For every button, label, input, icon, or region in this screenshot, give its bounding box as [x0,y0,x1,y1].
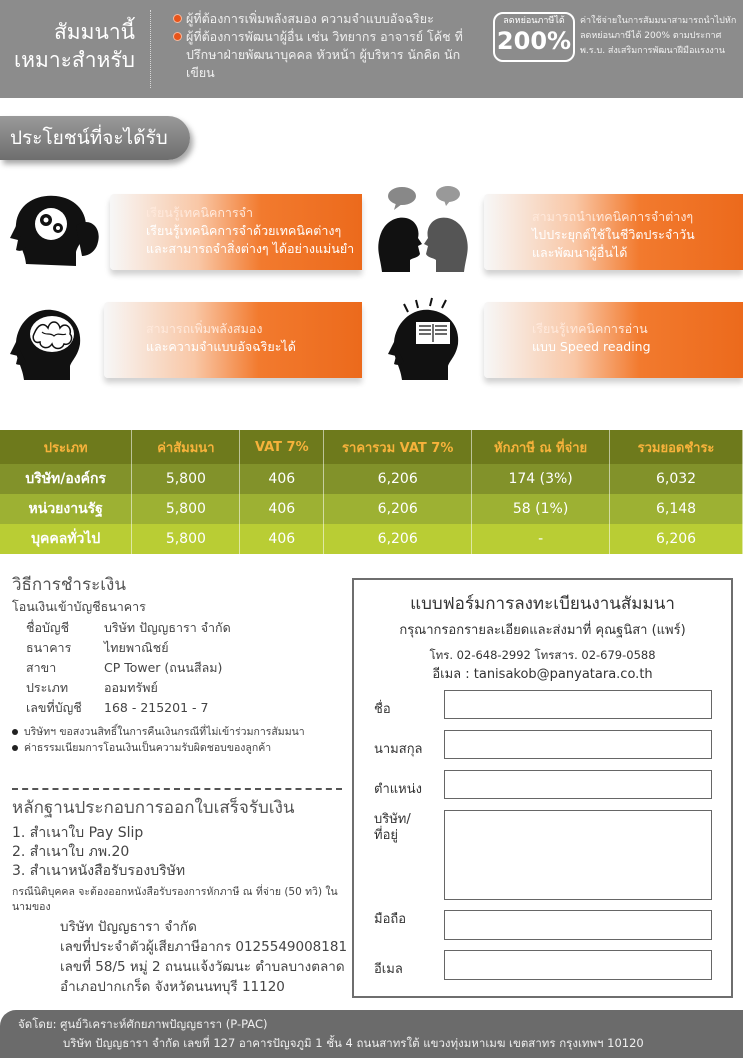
badge-percent: 200% [496,27,572,55]
list-item: 2. สำเนาใบ ภพ.20 [12,844,130,860]
mobile-label: มือถือ [374,912,407,927]
bank-detail-row [26,618,342,638]
table-cell: 406 [240,494,324,524]
card-text: และความจำแบบอัจฉริยะได้ [146,339,296,354]
talking-heads-icon [374,186,474,278]
bank-detail-row [26,678,342,698]
benefit-card [380,294,743,386]
bank-detail-value: ออมทรัพย์ [104,680,158,695]
section-divider [12,788,342,790]
audience-item: ผู้ที่ต้องการพัฒนาผู้อื่น เช่น วิทยากร อาจารย์ โค้ช ที่ปรึกษาฝ่ายพัฒนาบุคคล หัวหน้า ผู้บริหาร นักคิด นักเขียน [172,28,482,82]
bank-detail-value: 168 - 215201 - 7 [104,700,209,715]
bank-detail-row [26,658,342,678]
card-text: เรียนรู้เทคนิคการจำด้วยเทคนิคต่างๆ [146,223,342,238]
company-address [60,917,352,997]
benefit-card [380,186,743,278]
footer-organizer: จัดโดย: ศูนย์วิเคราะห์ศักยภาพปัญญธารา (P-PAC) [18,1017,268,1031]
audience-list [172,10,482,82]
bank-details [26,618,342,718]
bank-detail-label: สาขา [26,660,57,675]
table-cell: 5,800 [132,464,240,494]
footer-address: บริษัท ปัญญธารา จำกัด เลขที่ 127 อาคารปัญจภูมิ 1 ชั้น 4 ถนนสาทรใต้ แขวงทุ่งมหาเมฆ เขตสาทร กรุงเทพฯ 10120 [63,1036,644,1050]
table-cell: 6,206 [324,494,472,524]
table-cell: 6,032 [610,464,743,494]
form-phone: โทร. 02-648-2992 โทรสาร. 02-679-0588 [429,648,656,662]
header-divider [150,10,151,88]
card-title: สามารถนำเทคนิคการจำต่างๆ [532,209,694,224]
table-cell: 6,206 [324,524,472,554]
tax-deduction-badge [493,12,575,62]
bank-detail-value: CP Tower (ถนนสีลม) [104,660,223,675]
documents-list [12,824,352,881]
payment-section [12,574,342,756]
column-header: VAT 7% [240,430,324,464]
withholding-tax-condition: กรณีนิติบุคคล จะต้องออกหนังสือรับรองการหักภาษี ณ ที่จ่าย (50 ทวิ) ในนามของ [12,886,338,913]
documents-title: หลักฐานประกอบการออกใบเสร็จรับเงิน [12,798,295,818]
column-header: ราคารวม VAT 7% [324,430,472,464]
list-item: 3. สำเนาหนังสือรับรองบริษัท [12,863,186,879]
address-line: เลขที่ 58/5 หมู่ 2 ถนนแจ้งวัฒนะ ตำบลบางตลาด [60,959,345,975]
table-cell: - [472,524,610,554]
benefits-heading: ประโยชน์ที่จะได้รับ [0,116,190,160]
company-label-line: บริษัท/ [374,812,411,827]
column-header: ค่าสัมมนา [132,430,240,464]
email-label: อีเมล [374,962,403,977]
badge-caption: ลดหย่อนภาษีได้ [503,16,565,26]
header-banner [0,0,743,98]
column-header: รวมยอดชำระ [610,430,743,464]
surname-field[interactable] [444,730,712,759]
email-field[interactable] [444,950,712,980]
bank-detail-value: บริษัท ปัญญธารา จำกัด [104,620,231,635]
payment-note: บริษัทฯ ขอสงวนสิทธิ์ในการคืนเงินกรณีที่ไม่เข้าร่วมการสัมมนา [12,724,342,740]
table-cell: 6,206 [324,464,472,494]
form-email: อีเมล : tanisakob@panyatara.co.th [432,667,653,682]
company-label-line: ที่อยู่ [374,828,398,843]
card-text: แบบ Speed reading [532,339,651,354]
bank-detail-label: ธนาคาร [26,640,72,655]
tax-note: ค่าใช้จ่ายในการสัมมนาสามารถนำไปหักลดหย่อนภาษีได้ 200% ตามประกาศ พ.ร.บ. ส่งเสริมการพัฒนาฝีมือแรงงาน [580,16,737,56]
card-text: และพัฒนาผู้อื่นได้ [532,245,628,260]
name-label: ชื่อ [374,702,391,717]
price-table [0,430,743,554]
position-field[interactable] [444,770,712,799]
card-text: และสามารถจำสิ่งต่างๆ ได้อย่างแม่นยำ [146,241,355,256]
card-title: สามารถเพิ่มพลังสมอง [146,321,263,336]
bank-detail-label: ชื่อบัญชี [26,620,70,635]
book-head-icon [388,294,468,386]
address-line: อำเภอปากเกร็ด จังหวัดนนทบุรี 11120 [60,979,285,995]
table-cell: 5,800 [132,494,240,524]
column-header: หักภาษี ณ ที่จ่าย [472,430,610,464]
table-cell: 58 (1%) [472,494,610,524]
bank-detail-label: เลขที่บัญชี [26,700,82,715]
payment-subtitle: โอนเงินเข้าบัญชีธนาคาร [12,599,146,614]
payment-note: ค่าธรรมเนียมการโอนเงินเป็นความรับผิดชอบของลูกค้า [12,740,342,756]
table-cell: บริษัท/องค์กร [0,464,132,494]
table-row [0,464,743,494]
header-title [14,18,135,74]
card-title: เรียนรู้เทคนิคการจำ [146,205,253,220]
table-cell: 406 [240,524,324,554]
gears-head-icon [6,186,106,278]
company-address-label [374,812,411,844]
brain-head-icon [10,294,90,386]
price-table-header [0,430,743,464]
company-address-field[interactable] [444,810,712,900]
organizer-footer [0,1010,743,1058]
registration-form [352,578,733,998]
table-row [0,494,743,524]
benefit-card [0,294,362,386]
table-cell: หน่วยงานรัฐ [0,494,132,524]
card-text: ไปประยุกต์ใช้ในชีวิตประจำวัน [532,227,695,242]
benefit-card [0,186,362,278]
list-item: 1. สำเนาใบ Pay Slip [12,825,144,841]
surname-label: นามสกุล [374,742,423,757]
header-title-line1: สัมมนานี้ [53,20,135,44]
table-row [0,524,743,554]
table-cell: บุคคลทั่วไป [0,524,132,554]
bank-detail-row [26,698,342,718]
payment-notes [12,724,342,756]
card-title: เรียนรู้เทคนิคการอ่าน [532,321,648,336]
address-line: บริษัท ปัญญธารา จำกัด [60,919,197,935]
bank-detail-value: ไทยพาณิชย์ [104,640,169,655]
table-cell: 6,148 [610,494,743,524]
table-cell: 6,206 [610,524,743,554]
header-title-line2: เหมาะสำหรับ [14,48,135,72]
form-title: แบบฟอร์มการลงทะเบียนงานสัมมนา [410,594,675,614]
table-cell: 5,800 [132,524,240,554]
table-cell: 174 (3%) [472,464,610,494]
audience-item: ผู้ที่ต้องการเพิ่มพลังสมอง ความจำแบบอัจฉริยะ [172,10,482,28]
name-field[interactable] [444,690,712,719]
receipt-documents-section [12,796,352,997]
column-header: ประเภท [0,430,132,464]
table-cell: 406 [240,464,324,494]
bank-detail-row [26,638,342,658]
mobile-field[interactable] [444,910,712,940]
position-label: ตำแหน่ง [374,782,422,797]
form-instruction: กรุณากรอกรายละเอียดและส่งมาที่ คุณฐนิสา (แพร์) [399,623,686,638]
bank-detail-label: ประเภท [26,680,69,695]
payment-title: วิธีการชำระเงิน [12,575,126,595]
address-line: เลขที่ประจำตัวผู้เสียภาษีอากร 0125549008181 [60,939,348,955]
